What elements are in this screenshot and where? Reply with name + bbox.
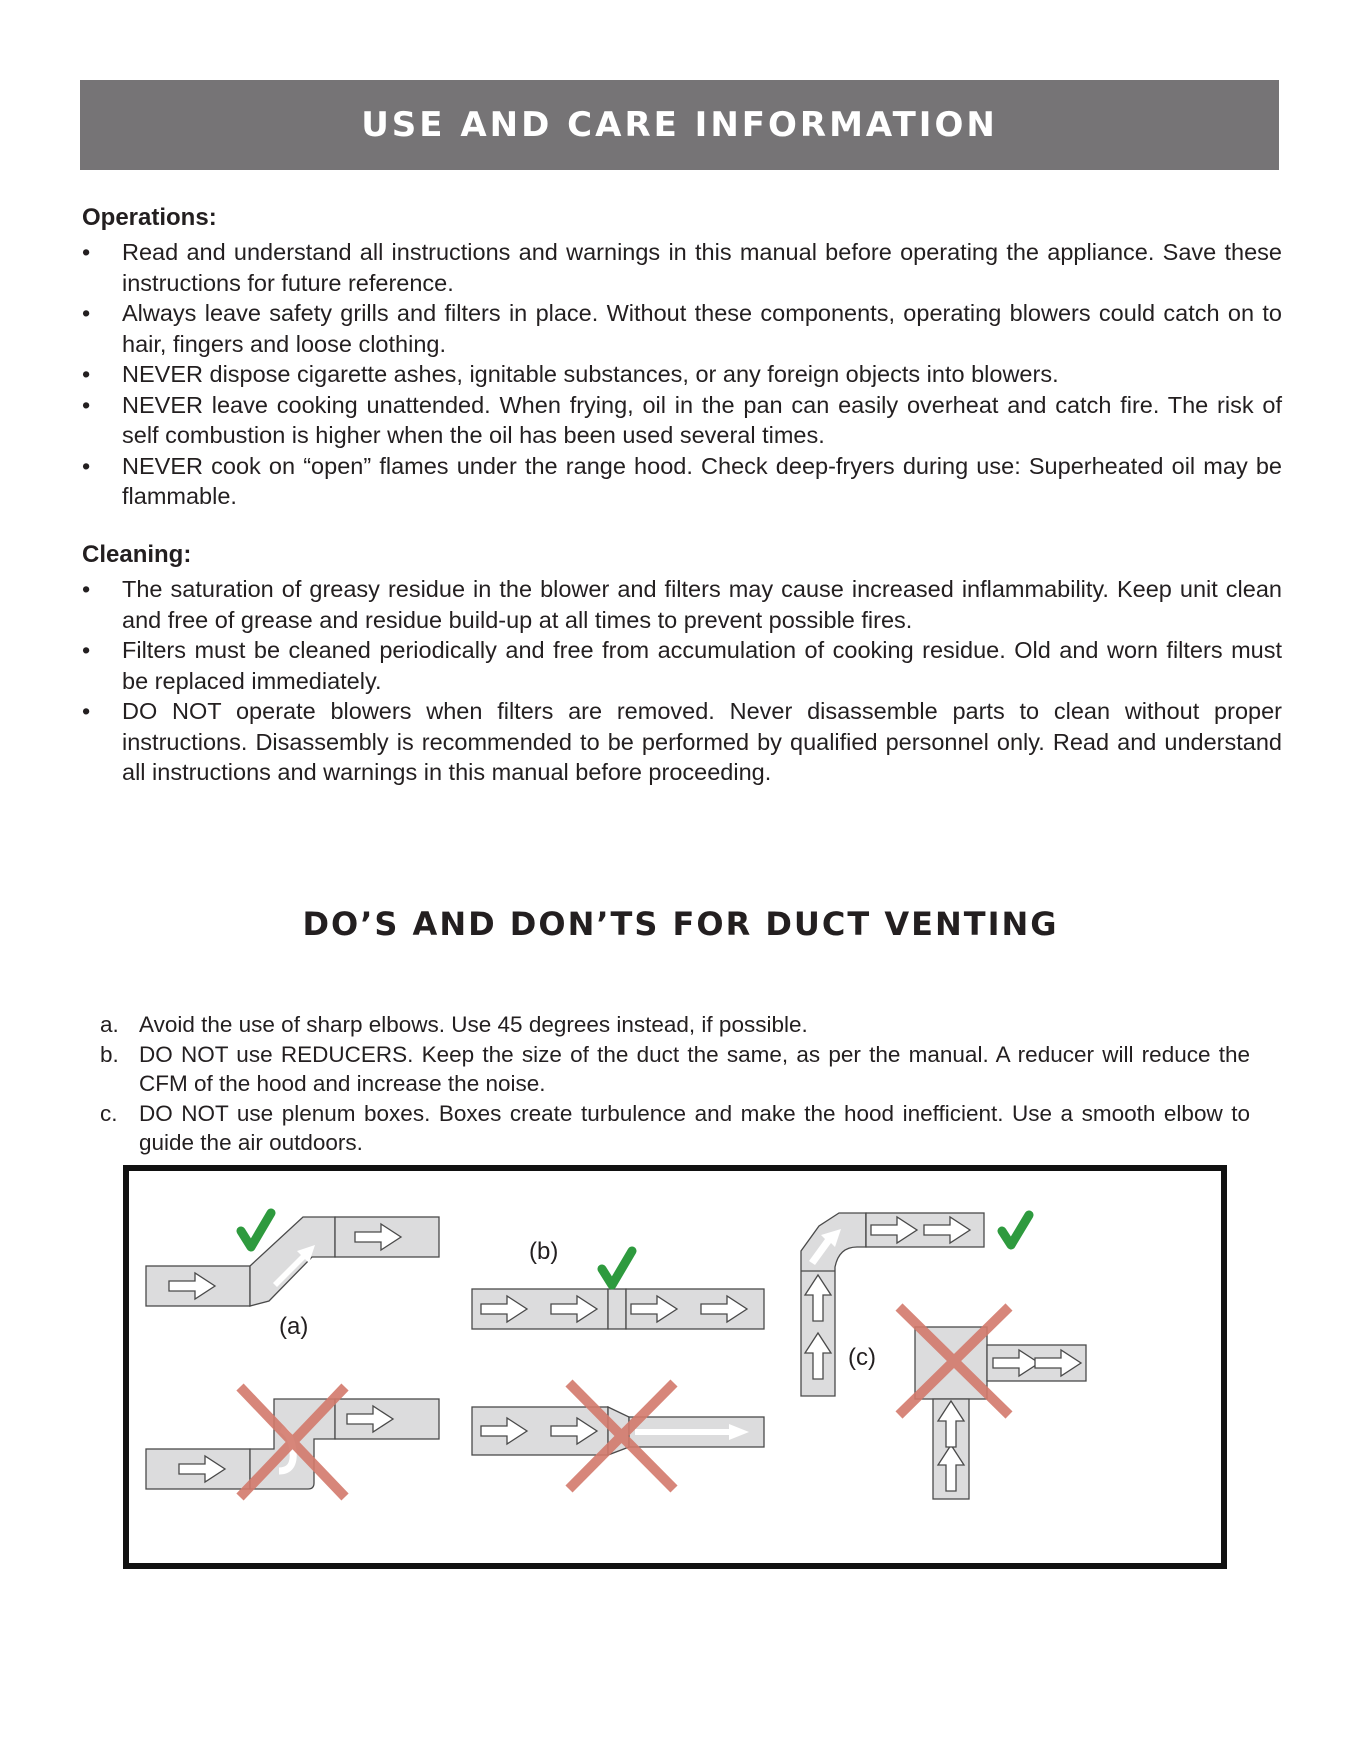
- duct-straight: [472, 1289, 764, 1329]
- operations-list: [82, 237, 1282, 512]
- check-icon: [1002, 1215, 1029, 1245]
- label-c: (c): [848, 1344, 876, 1371]
- duct-diagram-svg: [129, 1171, 1221, 1563]
- page-title: USE AND CARE INFORMATION: [361, 105, 998, 145]
- list-item: • DO NOT operate blowers when filters are removed. Never disassemble parts to clean without proper instructions. Disassembly is recommended to be performed by qualified personnel only. Read and understand all instructions and warnings in this manual before proceeding.: [82, 696, 1282, 788]
- header-banner: [80, 80, 1279, 170]
- cleaning-section: [82, 540, 1282, 788]
- label-b: (b): [529, 1238, 559, 1265]
- list-item: • NEVER dispose cigarette ashes, ignitable substances, or any foreign objects into blowers.: [82, 359, 1282, 390]
- operations-heading: Operations:: [82, 204, 217, 231]
- list-text: DO NOT use REDUCERS. Keep the size of the duct the same, as per the manual. A reducer will reduce the CFM of the hood and increase the noise.: [139, 1041, 1250, 1096]
- list-item: • NEVER cook on “open” flames under the range hood. Check deep-fryers during use: Superheated oil may be flammable.: [82, 451, 1282, 512]
- list-item: • Filters must be cleaned periodically and free from accumulation of cooking residue. Old and worn filters must be replaced immediately.: [82, 635, 1282, 696]
- list-item: • NEVER leave cooking unattended. When frying, oil in the pan can easily overheat and catch fire. The risk of self combustion is higher when the oil has been used several times.: [82, 390, 1282, 451]
- list-text: DO NOT use plenum boxes. Boxes create turbulence and make the hood inefficient. Use a smooth elbow to guide the air outdoors.: [139, 1100, 1250, 1155]
- cleaning-heading: Cleaning:: [82, 541, 192, 568]
- venting-list: [100, 1010, 1250, 1158]
- list-item: • Read and understand all instructions and warnings in this manual before operating the appliance. Save these instructions for future reference.: [82, 237, 1282, 298]
- list-marker: c.: [100, 1100, 118, 1126]
- venting-title: DO’S AND DON’TS FOR DUCT VENTING: [302, 905, 1059, 943]
- duct-45-elbow: [146, 1217, 439, 1306]
- list-text: Avoid the use of sharp elbows. Use 45 degrees instead, if possible.: [139, 1012, 808, 1037]
- list-marker: a.: [100, 1012, 119, 1037]
- label-a: (a): [279, 1313, 309, 1340]
- duct-diagram: [123, 1165, 1227, 1569]
- check-icon: [602, 1251, 632, 1285]
- operations-section: [82, 203, 1282, 512]
- check-icon: [241, 1213, 271, 1247]
- cleaning-list: [82, 574, 1282, 788]
- list-item: [100, 1099, 1250, 1158]
- list-item: [100, 1010, 1250, 1040]
- list-item: • Always leave safety grills and filters in place. Without these components, operating blowers could catch on to hair, fingers and loose clothing.: [82, 298, 1282, 359]
- list-item: [100, 1040, 1250, 1099]
- list-item: • The saturation of greasy residue in the blower and filters may cause increased inflammability. Keep unit clean and free of grease and residue build-up at all times to prevent possible fires.: [82, 574, 1282, 635]
- list-marker: b.: [100, 1041, 119, 1067]
